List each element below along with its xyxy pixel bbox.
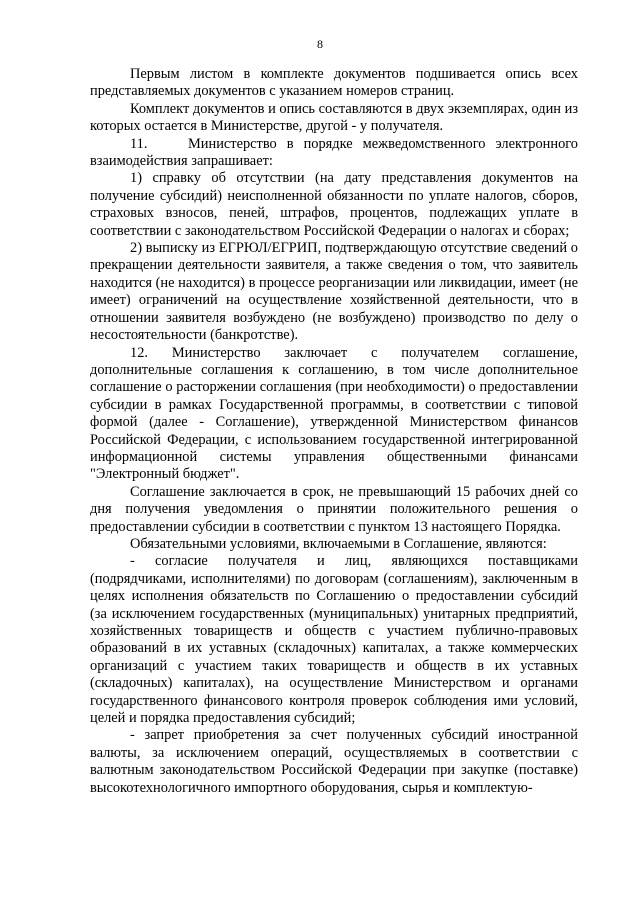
item-11-text: Министерство в порядке межведомственного электронного взаимодействия запрашивает:	[90, 135, 578, 170]
item-11-number: 11.	[130, 135, 148, 152]
document-body	[90, 66, 578, 797]
paragraph-mandatory-conditions: Обязательными условиями, включаемыми в Соглашение, являются:	[130, 535, 547, 552]
paragraph-subitem-1: 1) справку об отсутствии (на дату представления документов на получение субсидий) неисполненной обязанности по уплате налогов, сборов, страховых взносов, пеней, штрафов, процентов, подлежащих уплате в соответствии с законодательством Российской Федерации о налогах и сборах;	[90, 170, 578, 239]
page-number: 8	[317, 37, 323, 51]
paragraph-two-copies: Комплект документов и опись составляются в двух экземплярах, один из которых остается в Министерстве, другой - у получателя.	[90, 100, 578, 135]
paragraph-inventory-first-sheet: Первым листом в комплекте документов подшивается опись всех представляемых документов с указанием номеров страниц.	[90, 66, 578, 100]
paragraph-item-11	[90, 136, 578, 171]
paragraph-subitem-2: 2) выписку из ЕГРЮЛ/ЕГРИП, подтверждающую отсутствие сведений о прекращении деятельности заявителя, а также сведения о том, что заявитель находится (не находится) в процессе реорганизации или ликвидации, имеет (не имеет) ограничений на осуществление хозяйственной деятельности, что в отношении заявителя возбуждено (не возбуждено) производство по делу о несостоятельности (банкротстве).	[90, 240, 578, 344]
paragraph-agreement-term: Соглашение заключается в срок, не превышающий 15 рабочих дней со дня получения уведомления о принятии положительного решения о предоставлении субсидии в соответствии с пунктом 13 настоящего Порядка.	[90, 483, 578, 535]
paragraph-item-12: 12. Министерство заключает с получателем соглашение, дополнительные соглашения к соглашению, в том числе дополнительное соглашение о расторжении соглашения (при необходимости) о предоставлении субсидии в рамках Государственной программы, в соответствии с типовой формой (далее - Соглашение), утвержденной Министерством финансов Российской Федерации, с использованием государственной интегрированной информационной системы управления общественными финансами "Электронный бюджет".	[90, 344, 578, 483]
paragraph-condition-currency-ban: - запрет приобретения за счет полученных субсидий иностранной валюты, за исключением операций, осуществляемых в соответствии с валютным законодательством Российской Федерации при закупке (поставке) высокотехнологичного импортного оборудования, сырья и комплектую-	[90, 727, 578, 796]
paragraph-condition-consent: - согласие получателя и лиц, являющихся поставщиками (подрядчиками, исполнителями) по договорам (соглашениям), заключенным в целях исполнения обязательств по Соглашению о предоставлении субсидий (за исключением государственных (муниципальных) унитарных предприятий, хозяйственных товариществ и обществ с участием публично-правовых образований в их уставных (складочных) капиталах, а также коммерческих организаций с участием таких товариществ и обществ в их уставных (складочных) капиталах), на осуществление Министерством и органами государственного финансового контроля проверок соблюдения ими условий, целей и порядка предоставления субсидий;	[90, 553, 578, 727]
